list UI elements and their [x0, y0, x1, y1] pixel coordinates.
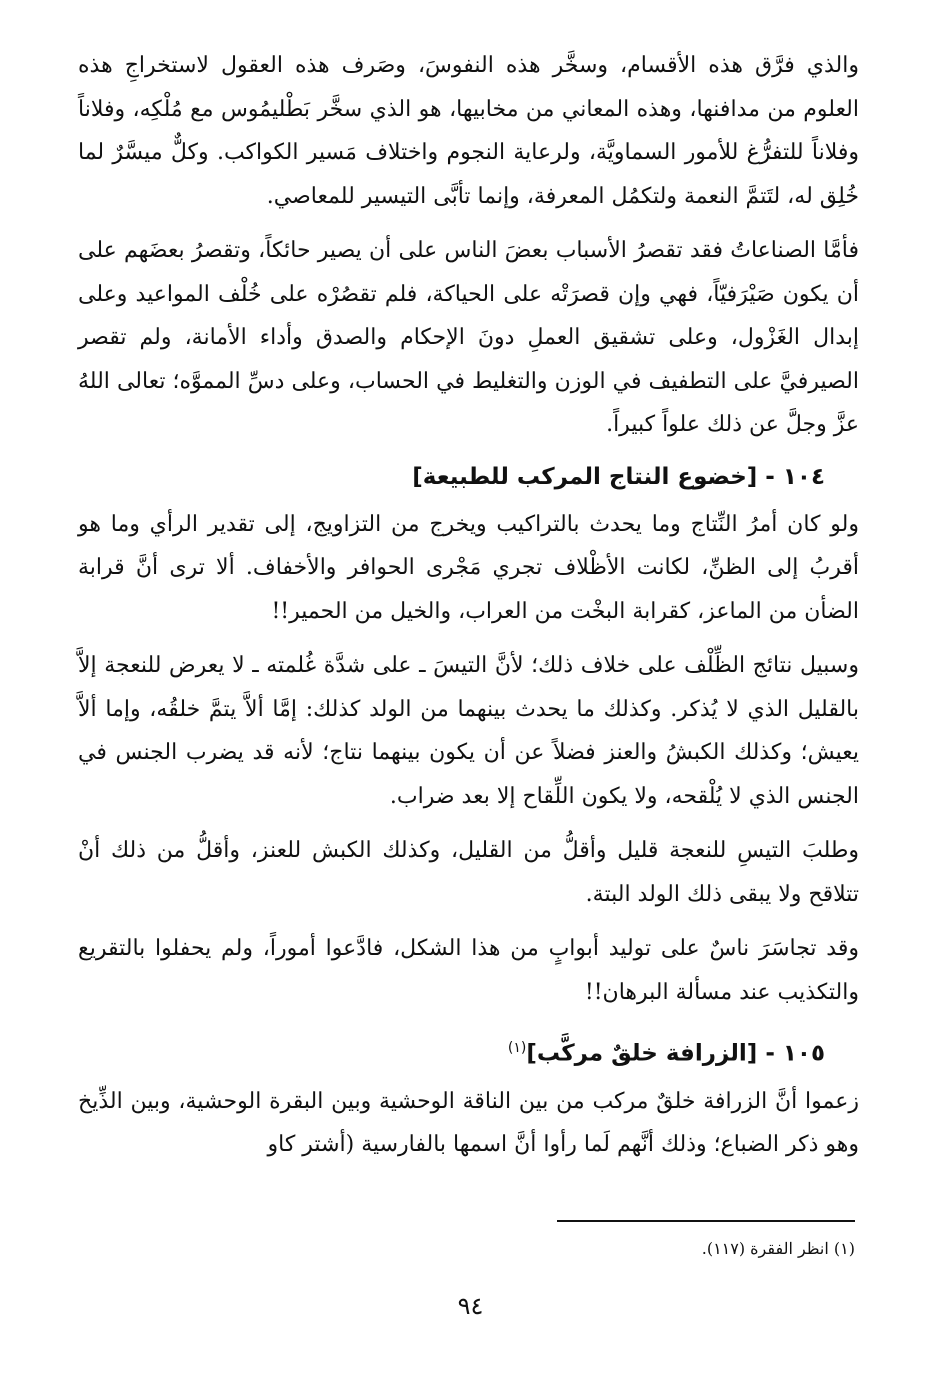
- section-heading-105: [78, 1028, 859, 1074]
- heading-105-text: ١٠٥ - [الزرافة خلقٌ مركَّب]: [526, 1040, 825, 1067]
- paragraph-4: وسبيل نتائج الظِّلْف على خلاف ذلك؛ لأنَّ التيسَ ـ على شدَّة غُلمته ـ لا يعرض للنعجة إلاَّ بالقليل الذي لا يُذكر. وكذلك ما يحدث بينهما من الولد كذلك: إمَّا ألاَّ يتمَّ خلقُه، وإما ألاَّ يعيش؛ وكذلك الكبشُ والعنز فضلاً عن أن يكون بينهما نتاج؛ لأنه قد يضرب الجنس في الجنس الذي لا يُلْقحه، ولا يكون اللِّقاح إلا بعد ضراب.: [78, 653, 859, 809]
- text-column: [78, 44, 859, 1167]
- paragraph-3: ولو كان أمرُ النِّتاج وما يحدث بالتراكيب ويخرج من التزاويج، إلى تقدير الرأي وما هو أقربُ إلى الظنِّ، لكانت الأظْلاف تجري مَجْرى الحوافر والأخفاف. ألا ترى أنَّ قرابة الضأن من الماعز، كقرابة البخْت من العراب، والخيل من الحمير!!: [78, 511, 859, 624]
- paragraph-1: والذي فرَّق هذه الأقسام، وسخَّر هذه النفوسَ، وصَرف هذه العقول لاستخراجِ هذه العلوم من مدافنها، وهذه المعاني من مخابيها، هو الذي سخَّر بَطْليمُوس مع مُلْكِه، وفلاناً وفلاناً للتفرُّغ للأمور السماويَّة، ولرعاية النجوم واختلاف مَسير الكواكب. وكلٌّ ميسَّرٌ لما خُلِق له، لتَتمَّ النعمة ولتكمُل المعرفة، وإنما تأبَّى التيسير للمعاصي.: [78, 53, 859, 209]
- footnote-reference: (١): [507, 1040, 527, 1056]
- page-number: ٩٤: [457, 1292, 484, 1320]
- footnote-divider: [557, 1220, 855, 1222]
- paragraph-7: زعموا أنَّ الزرافة خلقٌ مركب من بين الناقة الوحشية وبين البقرة الوحشية، وبين الذِّيخ وهو ذكر الضباع؛ وذلك أنَّهم لَما رأوا أنَّ اسمها بالفارسية (أشتر كاو: [78, 1088, 859, 1158]
- paragraph-5: وطلبَ التيسِ للنعجة قليل وأقلُّ من القليل، وكذلك الكبش للعنز، وأقلُّ من ذلك أنْ تتلاقح ولا يبقى ذلك الولد البتة.: [78, 838, 859, 907]
- paragraph-2: فأمَّا الصناعاتُ فقد تقصرُ الأسباب بعضَ الناس على أن يصير حائكاً، وتقصرُ بعضَهم على أن يكون صَيْرَفيّاً، فهي وإن قصرَتْه على الحياكة، فلم تقصُرْه على خُلْف المواعيد وعلى إبدال الغَزْول، وعلى تشقيق العملِ دونَ الإحكام والصدق وأداء الأمانة، ولم تقصر الصيرفيَّ على التطفيف في الوزن والتغليط في الحساب، وعلى دسِّ المموَّه؛ تعالى اللهُ عزَّ وجلَّ عن ذلك علواً كبيراً.: [78, 238, 859, 437]
- paragraph-6: وقد تجاسَرَ ناسٌ على توليد أبوابٍ من هذا الشكل، فادَّعوا أموراً، ولم يحفلوا بالتقريع والتكذيب عند مسألة البرهان!!: [78, 936, 859, 1005]
- footnote: (١) انظر الفقرة (١١٧).: [701, 1239, 855, 1258]
- section-heading-104: ١٠٤ - [خضوع النتاج المركب للطبيعة]: [412, 463, 825, 490]
